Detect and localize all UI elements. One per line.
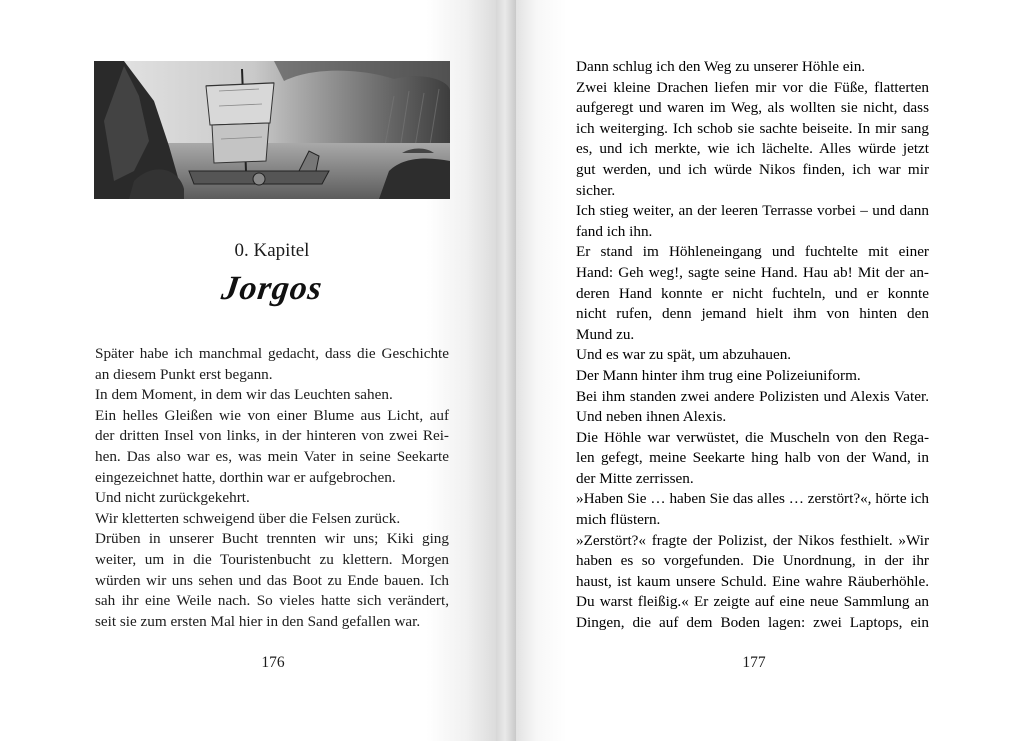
text-line: der Mitte zerrissen. [576,469,694,487]
text-line: Der Mann hinter ihm trug eine Polizeiuniform. [576,366,861,384]
chapter-title: Jorgos [219,270,325,307]
text-line: Du warst fleißig.« Er zeigte auf eine neue Sammlung an [576,593,929,611]
left-page [0,0,496,741]
chapter-illustration-sailing-raft [94,61,450,199]
text-line: Wir kletterten schweigend über die Felsen zurück. [95,509,401,527]
text-line: Und nicht zurückgekehrt. [95,489,250,507]
raft-lifebuoy [253,173,265,185]
text-line: Und es war zu spät, um abzuhauen. [576,346,792,364]
text-line: Die Höhle war verwüstet, die Muscheln von den Rega- [576,428,929,446]
text-line: es, und ich merkte, wie ich lächelte. Alles würde jetzt [576,140,929,158]
right-page-body-text [576,57,929,634]
text-line: Und neben ihnen Alexis. [576,408,727,426]
text-line: nicht rufen, denn jemand hielt ihm von hinten den [576,305,929,323]
text-line: würden wir uns sehen und das Boot zu Ende bauen. Ich [95,571,449,589]
page-number-right: 177 [742,654,766,671]
text-line: In dem Moment, in dem wir das Leuchten sahen. [95,386,393,404]
text-line: fand ich ihn. [576,222,653,240]
text-line: seit sie zum ersten Mal hier in den Sand gefallen war. [95,612,421,630]
text-line: Hand: Geh weg!, sagte seine Hand. Hau ab! Mit der an- [576,263,929,281]
text-line: aufgeregt und waren im Weg, als wollten sie nicht, dass [576,99,929,117]
text-line: Bei ihm standen zwei andere Polizisten und Alexis Vater. [576,387,929,405]
text-line: Drüben in unserer Bucht trennten wir uns; Kiki ging [95,530,449,548]
left-page-body-text [95,344,449,632]
book-gutter [496,0,516,741]
chapter-number: 0. Kapitel [234,240,310,261]
text-line: mich flüstern. [576,511,661,529]
text-line: ich weiterging. Ich schob sie sachte beiseite. In mir sang [576,119,929,137]
text-line: Er stand im Höhleneingang und fuchtelte mit einer [576,243,929,261]
text-line: weiter, um in die Touristenbucht zu klettern. Morgen [95,550,449,568]
text-line: sicher. [576,181,616,199]
text-line: haust, ist kaum unsere Schuld. Eine wahre Räuberhöhle. [576,572,929,590]
text-line: sah ihr eine Weile nach. So vieles hatte sich verändert, [95,592,449,610]
raft-upper-sail [206,83,274,125]
text-line: Dingen, die auf dem Boden lagen: zwei Laptops, ein [576,614,929,632]
text-line: Später habe ich manchmal gedacht, dass die Geschichte [95,345,449,362]
text-line: haben es so vorgefunden. Die Unordnung, in der ihr [576,552,929,570]
text-line: Ich stieg weiter, an der leeren Terrasse vorbei – und dann [576,202,929,220]
raft-lower-sail [212,123,269,163]
text-line: Zwei kleine Drachen liefen mir vor die Füße, flatterten [576,78,929,96]
text-line: deren Hand konnte er nicht fuchteln, und er konnte [576,284,929,302]
page-number-left: 176 [261,654,285,671]
text-line: an diesem Punkt erst begann. [95,365,273,383]
text-line: »Zerstört?« fragte der Polizist, der Nikos festhielt. »Wir [576,531,929,549]
text-line: Mund zu. [576,325,635,343]
text-line: Dann schlug ich den Weg zu unserer Höhle ein. [576,58,866,75]
text-line: »Haben Sie … haben Sie das alles … zerstört?«, hörte ich [576,490,929,508]
text-line: der dritten Insel von links, in der hinteren von zwei Rei- [95,427,449,445]
text-line: eingezeichnet hatte, dorthin war er aufgebrochen. [95,468,396,486]
text-line: len gefegt, meine Seekarte hing halb von der Wand, in [576,449,929,467]
text-line: gut werden, und ich würde Nikos finden, ich war mir [576,160,929,178]
text-line: Ein helles Gleißen wie von einer Blume aus Licht, auf [95,406,449,424]
text-line: hen. Das also war es, was mein Vater in seine Seekarte [95,447,449,465]
